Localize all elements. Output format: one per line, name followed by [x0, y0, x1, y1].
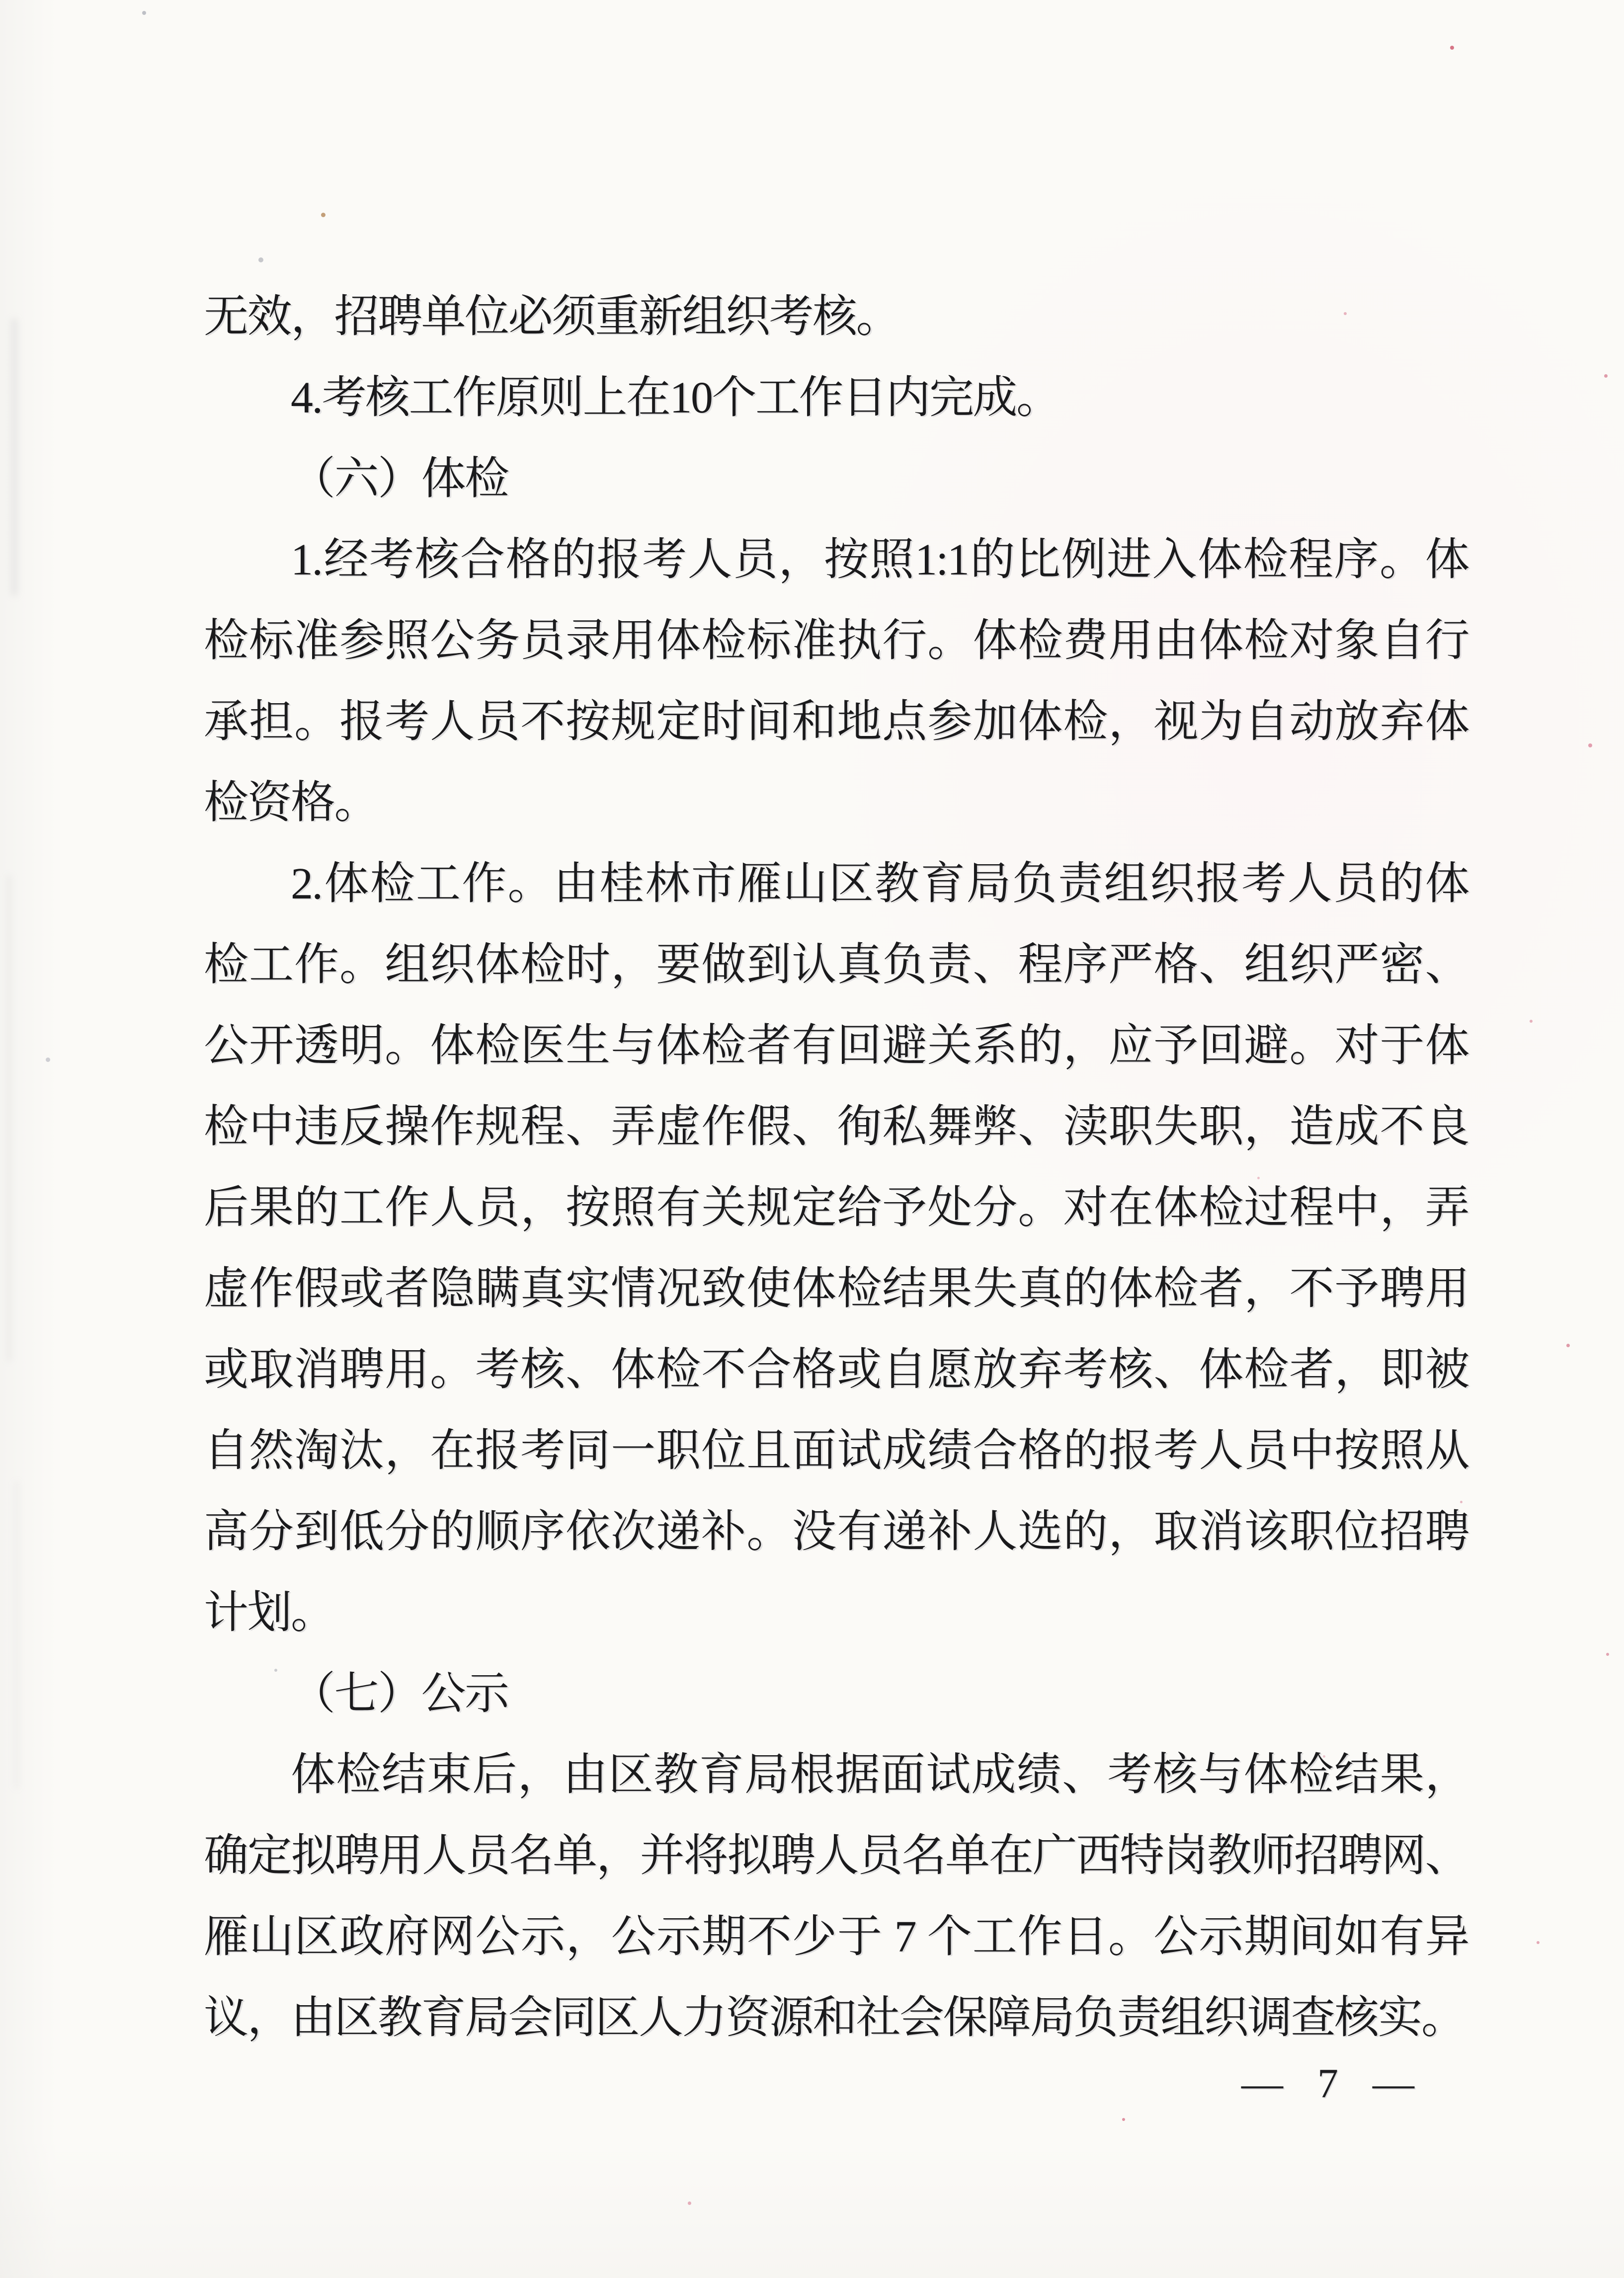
text-line: 1.经考核合格的报考人员，按照1:1的比例进入体检程序。体	[291, 535, 1468, 584]
text-line: 公开透明。体检医生与体检者有回避关系的，应予回避。对于体	[204, 1021, 1468, 1070]
scan-streak	[11, 318, 18, 596]
text-line: 无效，招聘单位必须重新组织考核。	[204, 292, 899, 341]
scan-speckle	[1606, 1653, 1609, 1656]
text-line: 或取消聘用。考核、体检不合格或自愿放弃考核、体检者，即被	[204, 1345, 1468, 1394]
text-line: 后果的工作人员，按照有关规定给予处分。对在体检过程中，弄	[204, 1183, 1468, 1232]
text-line: 体检结束后，由区教育局根据面试成绩、考核与体检结果，	[291, 1750, 1468, 1799]
text-line: 4.考核工作原则上在10个工作日内完成。	[291, 373, 1060, 422]
scan-speckle	[321, 213, 325, 217]
text-line: 自然淘汰，在报考同一职位且面试成绩合格的报考人员中按照从	[204, 1426, 1468, 1475]
text-line: 检标准参照公务员录用体检标准执行。体检费用由体检对象自行	[204, 616, 1468, 665]
scan-speckle	[1604, 374, 1608, 378]
text-line: 确定拟聘用人员名单，并将拟聘人员名单在广西特岗教师招聘网、	[204, 1831, 1468, 1880]
page-number: — 7 —	[1241, 2060, 1415, 2107]
scan-streak	[15, 1481, 19, 1789]
text-line: 议，由区教育局会同区人力资源和社会保障局负责组织调查核实。	[204, 1993, 1465, 2042]
document-body	[204, 276, 1468, 2058]
scan-speckle	[46, 1058, 50, 1062]
scan-speckle	[142, 11, 146, 15]
text-line: 检中违反操作规程、弄虚作假、徇私舞弊、渎职失职，造成不良	[204, 1102, 1468, 1151]
text-line: 雁山区政府网公示，公示期不少于 7 个工作日。公示期间如有异	[204, 1912, 1468, 1961]
scan-speckle	[1122, 2118, 1125, 2121]
scan-speckle	[1530, 1020, 1533, 1023]
scan-streak	[7, 875, 12, 1362]
scan-speckle	[1566, 1344, 1570, 1347]
text-line: 虚作假或者隐瞒真实情况致使体检结果失真的体检者，不予聘用	[204, 1264, 1468, 1313]
text-line: （六）体检	[291, 454, 508, 503]
text-line: 承担。报考人员不按规定时间和地点参加体检，视为自动放弃体	[204, 697, 1468, 746]
scan-speckle	[1537, 1941, 1540, 1944]
scan-speckle	[1450, 46, 1454, 50]
text-line: 计划。	[204, 1588, 334, 1637]
text-line: 2.体检工作。由桂林市雁山区教育局负责组织报考人员的体	[291, 859, 1468, 908]
scan-speckle	[1588, 743, 1592, 747]
page-footer	[1241, 2046, 1415, 2121]
text-line: 检资格。	[204, 778, 378, 827]
text-line: （七）公示	[291, 1669, 508, 1718]
scan-speckle	[258, 257, 263, 262]
text-line: 检工作。组织体检时，要做到认真负责、程序严格、组织严密、	[204, 940, 1468, 989]
text-line: 高分到低分的顺序依次递补。没有递补人选的，取消该职位招聘	[204, 1507, 1468, 1556]
scan-speckle	[688, 2201, 691, 2205]
